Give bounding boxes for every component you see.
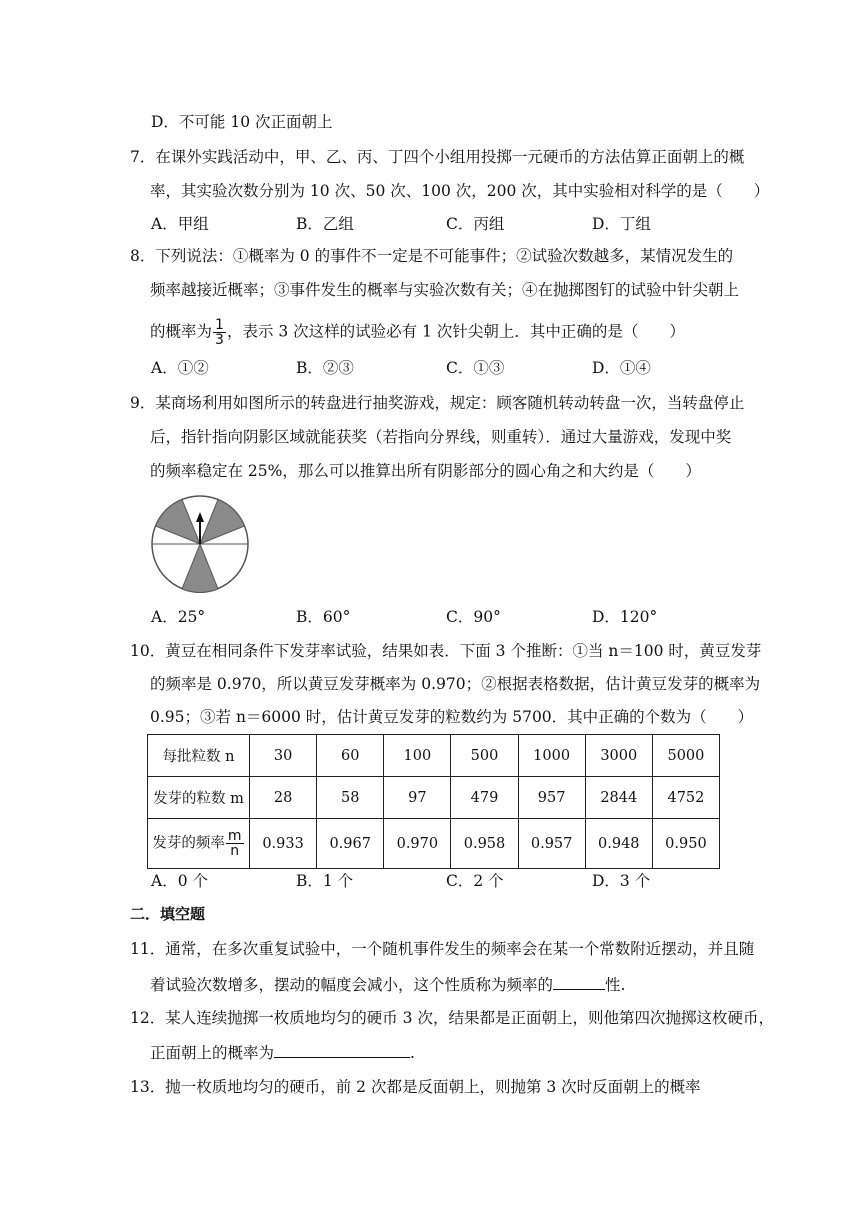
table-cell: 0.933 [250,819,317,869]
q7-option-a: A．甲组 [151,215,209,233]
q8-text-line2: 频率越接近概率；③事件发生的概率与实验次数有关；④在抛掷图钉的试验中针尖朝上 [150,281,740,299]
q10-text-line1: 10．黄豆在相同条件下发芽率试验，结果如表．下面 3 个推断：①当 n＝100 时，黄豆发芽 [130,642,762,660]
q9-option-c: C．90° [446,608,501,626]
q7-option-b: B．乙组 [296,215,354,233]
table-cell: 58 [317,777,384,819]
table-cell: 2844 [585,777,652,819]
fraction-numerator: m [227,828,242,844]
q9-option-d: D．120° [592,608,658,626]
fraction-m-over-n [226,829,244,858]
q11-line2-prefix: 着试验次数增多，摆动的幅度会减小，这个性质称为频率的 [150,976,554,994]
table-row [148,735,720,777]
q10-option-a: A．0 个 [151,872,208,890]
table-cell: 28 [250,777,317,819]
table-cell: 0.970 [384,819,451,869]
section-heading-fill-in: 二．填空题 [130,905,206,923]
spinner-wheel-figure [150,494,256,594]
fraction-numerator: 1 [215,317,224,333]
q9-text-line2: 后，指针指向阴影区域就能获奖（若指向分界线，则重转）．通过大量游戏，发现中奖 [150,428,732,446]
q9-text-line3: 的频率稳定在 25%，那么可以推算出所有阴影部分的圆心角之和大约是（ ） [150,462,701,480]
q8-option-d: D．①④ [592,359,651,377]
table-cell: 0.957 [518,819,585,869]
q10-option-d: D．3 个 [592,872,651,890]
q9-text-line1: 9．某商场利用如图所示的转盘进行抽奖游戏，规定：顾客随机转动转盘一次，当转盘停止 [130,394,745,412]
q10-option-b: B．1 个 [296,872,354,890]
table-cell: 5000 [652,735,719,777]
table-cell: 0.948 [585,819,652,869]
q9-option-a: A．25° [151,608,206,626]
germination-table [147,734,720,869]
q10-option-c: C．2 个 [446,872,504,890]
q11-text-line2 [150,973,625,996]
q8-text-line1: 8．下列说法：①概率为 0 的事件不一定是不可能事件；②试验次数越多，某情况发生的 [130,247,734,265]
q7-option-c: C．丙组 [446,215,505,233]
frequency-label: 发芽的频率 [152,835,225,852]
table-cell: 957 [518,777,585,819]
row-header-germinated: 发芽的粒数 m [148,777,250,819]
q7-text-line2: 率，其实验次数分别为 10 次、50 次、100 次，200 次，其中实验相对科学的是（ ） [150,182,770,200]
q8-line3-prefix: 的概率为 [150,322,213,341]
table-cell: 100 [384,735,451,777]
q12-line2-prefix: 正面朝上的概率为 [150,1044,275,1062]
table-cell: 0.950 [652,819,719,869]
answer-blank [553,973,605,990]
table-row [148,777,720,819]
q7-option-d: D．丁组 [592,215,651,233]
q8-line3-suffix: ，表示 3 次这样的试验必有 1 次针尖朝上．其中正确的是（ ） [226,322,685,341]
fraction-denominator: 3 [215,332,224,348]
q10-text-line3: 0.95；③若 n＝6000 时，估计黄豆发芽的粒数约为 5700．其中正确的个数为（ ） [150,708,754,726]
table-cell: 479 [451,777,518,819]
q8-option-a: A．①② [151,359,209,377]
q11-line2-suffix: 性. [605,976,626,994]
table-cell: 0.967 [317,819,384,869]
answer-blank [274,1041,410,1058]
table-cell: 3000 [585,735,652,777]
table-cell: 60 [317,735,384,777]
fraction-denominator: n [226,843,244,858]
q11-text-line1: 11．通常，在多次重复试验中，一个随机事件发生的频率会在某一个常数附近摆动，并且随 [130,940,755,958]
q12-line2-suffix: . [410,1044,415,1062]
q13-text-line1: 13．抛一枚质地均匀的硬币，前 2 次都是反面朝上，则抛第 3 次时反面朝上的概率 [130,1078,701,1096]
q8-text-line3 [150,318,685,347]
q8-option-b: B．②③ [296,359,354,377]
q6-option-d: D．不可能 10 次正面朝上 [151,113,333,131]
table-cell: 1000 [518,735,585,777]
q12-text-line1: 12．某人连续抛掷一枚质地均匀的硬币 3 次，结果都是正面朝上，则他第四次抛掷这枚硬币， [130,1009,774,1027]
fraction-one-third [213,318,226,347]
table-cell: 30 [250,735,317,777]
q8-option-c: C．①③ [446,359,505,377]
q9-option-b: B．60° [296,608,351,626]
q12-text-line2 [150,1041,415,1064]
q7-text-line1: 7．在课外实践活动中，甲、乙、丙、丁四个小组用投掷一元硬币的方法估算正面朝上的概 [130,148,745,166]
row-header-batch-size: 每批粒数 n [148,735,250,777]
table-cell: 500 [451,735,518,777]
table-cell: 0.958 [451,819,518,869]
table-cell: 97 [384,777,451,819]
table-cell: 4752 [652,777,719,819]
table-row [148,819,720,869]
row-header-frequency [148,819,250,869]
q10-text-line2: 的频率是 0.970，所以黄豆发芽概率为 0.970；②根据表格数据，估计黄豆发芽的概率为 [150,675,761,693]
